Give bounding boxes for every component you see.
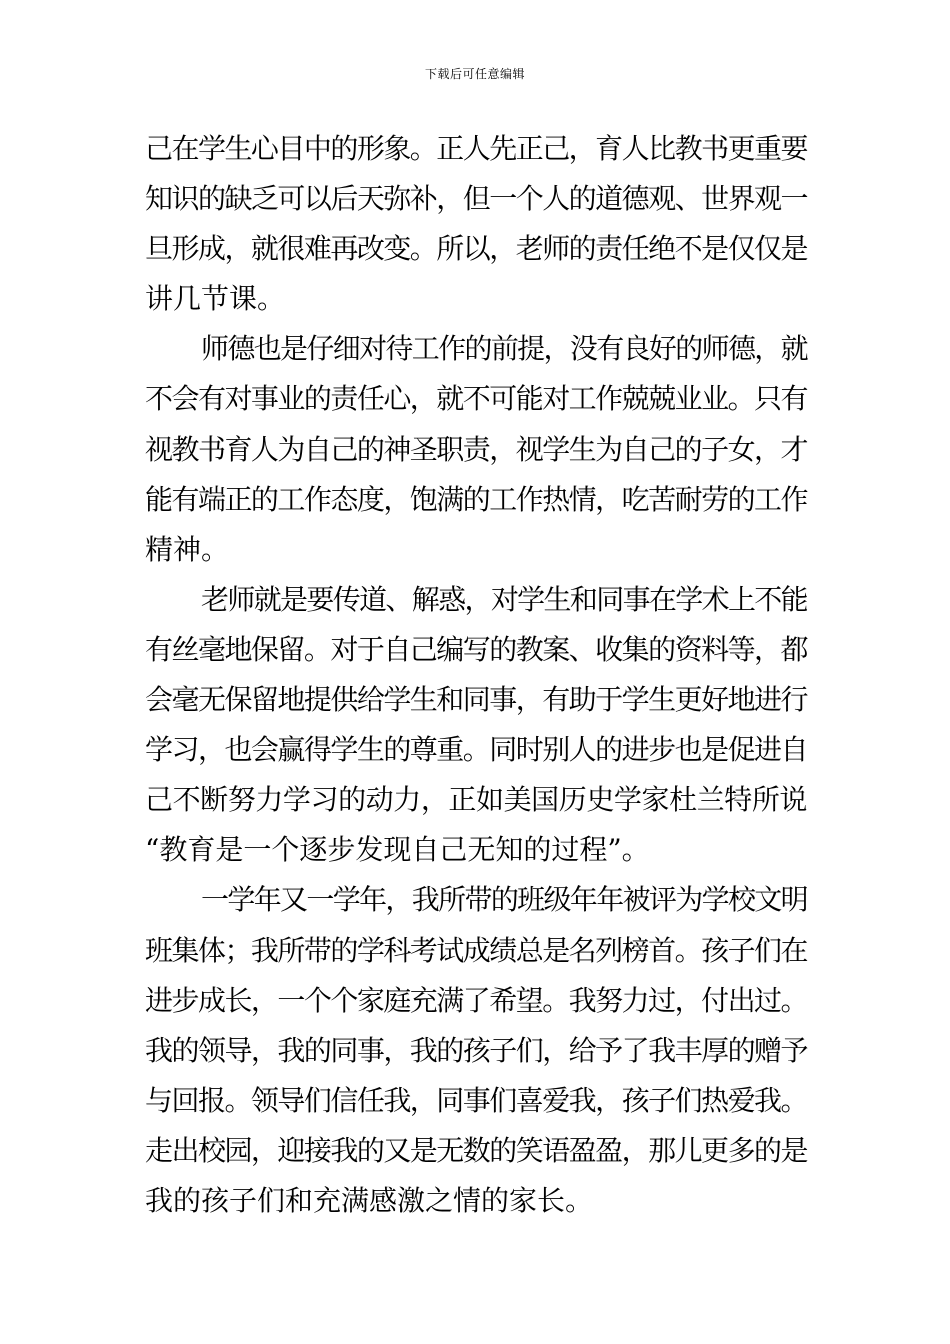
text-line: 能有端正的工作态度，饱满的工作热情，吃苦耐劳的工作 — [145, 482, 808, 516]
text-line: 进步成长，一个个家庭充满了希望。我努力过，付出过。 — [145, 983, 808, 1017]
text-line: 知识的缺乏可以后天弥补，但一个人的道德观、世界观一 — [145, 182, 808, 216]
text-line: 旦形成，就很难再改变。所以，老师的责任绝不是仅仅是 — [145, 232, 808, 266]
text-line: 学习，也会赢得学生的尊重。同时别人的进步也是促进自 — [145, 733, 808, 767]
text-line: 走出校园，迎接我的又是无数的笑语盈盈，那儿更多的是 — [145, 1133, 808, 1167]
text-line: 我的孩子们和充满感激之情的家长。 — [145, 1183, 594, 1217]
document-body — [145, 124, 807, 1226]
text-line: 己在学生心目中的形象。正人先正己，育人比教书更重要 — [145, 132, 808, 165]
text-line: 我的领导，我的同事，我的孩子们，给予了我丰厚的赠予 — [145, 1033, 808, 1067]
text-line: 精神。 — [145, 532, 230, 566]
text-line: 不会有对事业的责任心，就不可能对工作兢兢业业。只有 — [145, 382, 808, 416]
text-line: 己不断努力学习的动力，正如美国历史学家杜兰特所说 — [145, 783, 808, 817]
text-line: 视教书育人为自己的神圣职责，视学生为自己的子女，才 — [145, 432, 808, 466]
paragraph-first-line: 一学年又一学年，我所带的班级年年被评为学校文明 — [201, 883, 808, 917]
paragraph-first-line: 老师就是要传道、解惑，对学生和同事在学术上不能 — [201, 582, 808, 616]
paragraph-first-line: 师德也是仔细对待工作的前提，没有良好的师德，就 — [201, 332, 808, 366]
text-line: 与回报。领导们信任我，同事们喜爱我，孩子们热爱我。 — [145, 1083, 808, 1117]
text-line: 班集体；我所带的学科考试成绩总是名列榜首。孩子们在 — [145, 933, 808, 967]
text-line: 有丝毫地保留。对于自己编写的教案、收集的资料等，都 — [145, 632, 808, 666]
text-line: “教育是一个逐步发现自己无知的过程”。 — [145, 833, 650, 867]
text-line: 讲几节课。 — [145, 282, 286, 316]
page-header: 下载后可任意编辑 — [424, 67, 525, 81]
text-line: 会毫无保留地提供给学生和同事，有助于学生更好地进行 — [145, 683, 808, 717]
